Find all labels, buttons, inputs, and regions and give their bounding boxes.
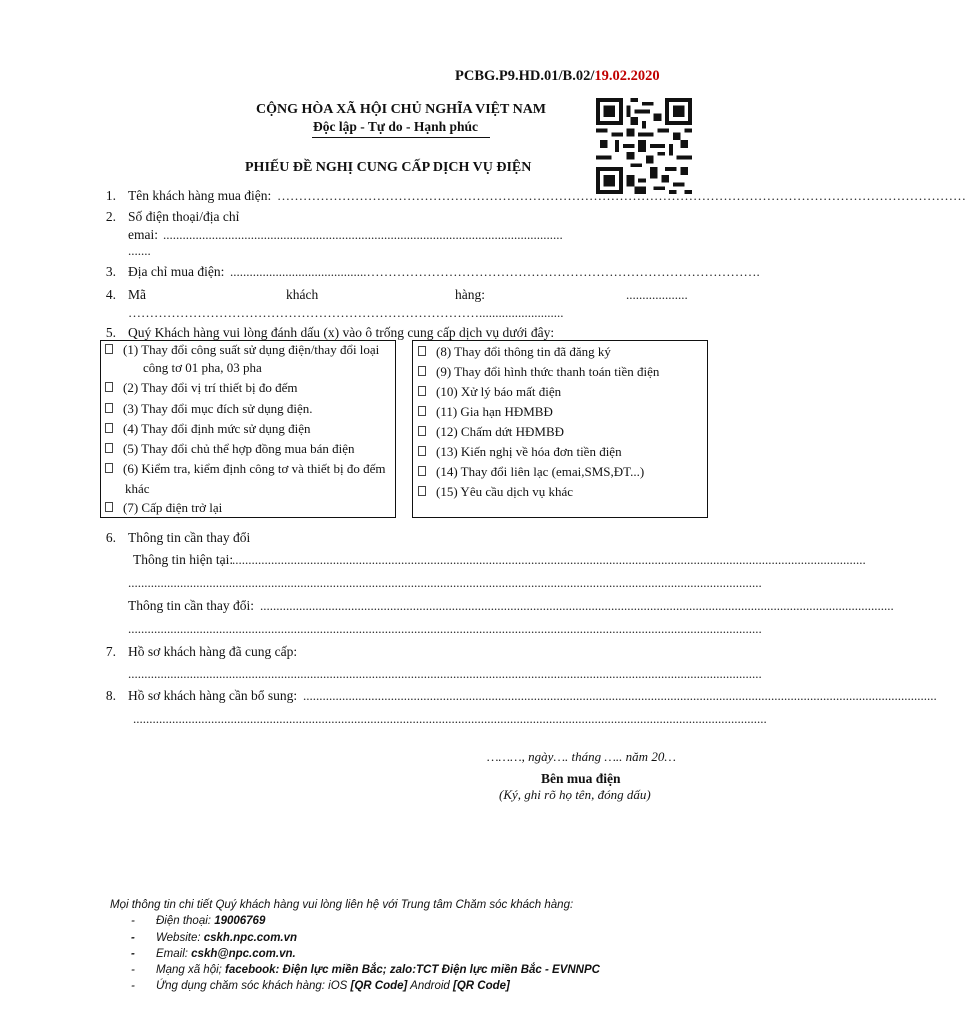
additional-docs-field[interactable]: ...................................................................................................................................................................................................: [303, 688, 937, 703]
signature-date-line: ………, ngày…. tháng ….. năm 20…: [487, 749, 676, 764]
new-info-field[interactable]: ...................................................................................................................................................................................................: [260, 598, 894, 613]
field-3-label: Địa chỉ mua điện:: [128, 264, 225, 279]
field-4-number: 4.: [105, 287, 116, 302]
service-option-5[interactable]: (5) Thay đổi chủ thể hợp đồng mua bán điện: [105, 441, 355, 457]
customer-code-continuation: ………………………………………………………………………..........................: [128, 305, 564, 320]
field-2-label: Số điện thoại/địa chỉ: [128, 209, 240, 224]
social-links[interactable]: facebook: Điện lực miền Bắc; zalo:TCT Điện lực miền Bắc - EVNNPC: [225, 964, 600, 976]
field-1-number: 1.: [105, 188, 116, 203]
checkbox-icon[interactable]: [105, 443, 113, 453]
section-6-label: Thông tin cần thay đổi: [128, 530, 251, 545]
field-5-number: 5.: [105, 325, 116, 340]
field-2-label-email: emai:: [128, 227, 158, 242]
field-5-label: Quý Khách hàng vui lòng đánh dấu (x) vào ô trống cung cấp dịch vụ dưới đây:: [128, 325, 555, 340]
checkbox-icon[interactable]: [105, 463, 113, 473]
service-option-4[interactable]: (4) Thay đổi định mức sử dụng điện: [105, 421, 311, 437]
service-option-6-cont: khác: [125, 481, 150, 496]
motto-underline: [312, 137, 490, 138]
phone-number[interactable]: 19006769: [214, 915, 266, 927]
service-option-11[interactable]: (11) Gia hạn HĐMBĐ: [418, 404, 553, 420]
footer-website: Website: cskh.npc.com.vn: [156, 932, 298, 944]
checkbox-icon[interactable]: [418, 386, 426, 396]
checkbox-icon[interactable]: [105, 403, 113, 413]
checkbox-icon[interactable]: [105, 502, 113, 512]
service-option-10[interactable]: (10) Xử lý báo mất điện: [418, 384, 561, 400]
field-3-number: 3.: [105, 264, 116, 279]
footer-email: Email: cskh@npc.com.vn.: [156, 948, 296, 960]
footer-app: Ứng dụng chăm sóc khách hàng: iOS [QR Code] Android [QR Code]: [156, 980, 510, 992]
form-title: PHIẾU ĐỀ NGHỊ CUNG CẤP DỊCH VỤ ĐIỆN: [245, 160, 532, 175]
service-option-14[interactable]: (14) Thay đổi liên lạc (emai,SMS,ĐT...): [418, 464, 644, 480]
field-4-word-2: khách: [286, 287, 319, 302]
checkbox-icon[interactable]: [105, 344, 113, 354]
checkbox-icon[interactable]: [105, 382, 113, 392]
customer-name-field[interactable]: ……………………………………………………………………………………………………………………………………………: [277, 188, 966, 203]
android-qr-link[interactable]: [QR Code]: [453, 980, 510, 992]
checkbox-icon[interactable]: [105, 423, 113, 433]
field-4-word-3: hàng:: [455, 287, 485, 302]
ios-qr-link[interactable]: [QR Code]: [350, 980, 408, 992]
customer-code-field[interactable]: ...................: [626, 287, 688, 302]
address-field[interactable]: ..........................................……………………………………………………………………………….: [230, 264, 760, 279]
qr-code-icon: [596, 98, 692, 194]
current-info-label: Thông tin hiện tại:: [133, 552, 234, 567]
email-link[interactable]: cskh@npc.com.vn.: [191, 948, 296, 960]
section-8-label: Hồ sơ khách hàng cần bổ sung:: [128, 688, 298, 703]
service-option-1-cont: công tơ 01 pha, 03 pha: [143, 360, 262, 375]
checkbox-icon[interactable]: [418, 346, 426, 356]
service-option-3[interactable]: (3) Thay đổi mục đích sử dụng điện.: [105, 401, 313, 417]
service-option-8[interactable]: (8) Thay đổi thông tin đã đăng ký: [418, 344, 611, 360]
additional-docs-field-2[interactable]: ...................................................................................................................................................................................................: [133, 711, 767, 726]
signature-role: Bên mua điện: [541, 771, 621, 786]
footer-dash-2: -: [131, 932, 135, 944]
new-info-label: Thông tin cần thay đổi:: [128, 598, 254, 613]
checkbox-icon[interactable]: [418, 366, 426, 376]
field-4-word-1: Mã: [128, 287, 146, 302]
footer-dash-5: -: [131, 980, 135, 992]
service-option-6[interactable]: (6) Kiểm tra, kiểm định công tơ và thiết bị đo đếm: [105, 461, 385, 477]
service-option-15[interactable]: (15) Yêu cầu dịch vụ khác: [418, 484, 573, 500]
service-option-9[interactable]: (9) Thay đổi hình thức thanh toán tiền điện: [418, 364, 659, 380]
footer-phone: Điện thoại: 19006769: [156, 915, 266, 927]
current-info-field-2[interactable]: ...................................................................................................................................................................................................: [128, 575, 762, 590]
footer-intro: Mọi thông tin chi tiết Quý khách hàng vui lòng liên hệ với Trung tâm Chăm sóc khách hàng:: [110, 899, 574, 911]
section-7-label: Hồ sơ khách hàng đã cung cấp:: [128, 644, 298, 659]
new-info-field-2[interactable]: ...................................................................................................................................................................................................: [128, 621, 762, 636]
motto: Độc lập - Tự do - Hạnh phúc: [313, 119, 479, 134]
footer-dash-4: -: [131, 964, 135, 976]
field-1-label: Tên khách hàng mua điện:: [128, 188, 272, 203]
provided-docs-field[interactable]: ...................................................................................................................................................................................................: [128, 666, 762, 681]
checkbox-icon[interactable]: [418, 486, 426, 496]
phone-email-continuation: .......: [128, 243, 151, 258]
phone-email-field[interactable]: ...........................................................................................................................: [163, 227, 563, 242]
checkbox-icon[interactable]: [418, 446, 426, 456]
section-7-number: 7.: [105, 644, 116, 659]
section-8-number: 8.: [105, 688, 116, 703]
website-link[interactable]: cskh.npc.com.vn: [203, 932, 298, 944]
service-option-2[interactable]: (2) Thay đổi vị trí thiết bị đo đếm: [105, 380, 298, 396]
service-option-1[interactable]: (1) Thay đổi công suất sử dụng điện/thay đổi loại: [105, 342, 379, 358]
footer-social: Mạng xã hội; facebook: Điện lực miền Bắc; zalo:TCT Điện lực miền Bắc - EVNNPC: [156, 964, 600, 976]
service-option-7[interactable]: (7) Cấp điện trở lại: [105, 500, 222, 516]
section-6-number: 6.: [105, 530, 116, 545]
current-info-field[interactable]: ...................................................................................................................................................................................................: [232, 552, 866, 567]
checkbox-icon[interactable]: [418, 406, 426, 416]
service-option-13[interactable]: (13) Kiến nghị về hóa đơn tiền điện: [418, 444, 622, 460]
document-date: 19.02.2020: [594, 68, 660, 84]
checkbox-icon[interactable]: [418, 426, 426, 436]
footer-dash-3: -: [131, 948, 135, 960]
footer-dash-1: -: [131, 915, 135, 927]
signature-note: (Ký, ghi rõ họ tên, đóng dấu): [499, 787, 651, 802]
document-code: PCBG.P9.HD.01/B.02/19.02.2020: [455, 68, 660, 84]
checkbox-icon[interactable]: [418, 466, 426, 476]
nation-heading: CỘNG HÒA XÃ HỘI CHỦ NGHĨA VIỆT NAM: [256, 102, 547, 117]
field-2-number: 2.: [105, 209, 116, 224]
service-option-12[interactable]: (12) Chấm dứt HĐMBĐ: [418, 424, 564, 440]
